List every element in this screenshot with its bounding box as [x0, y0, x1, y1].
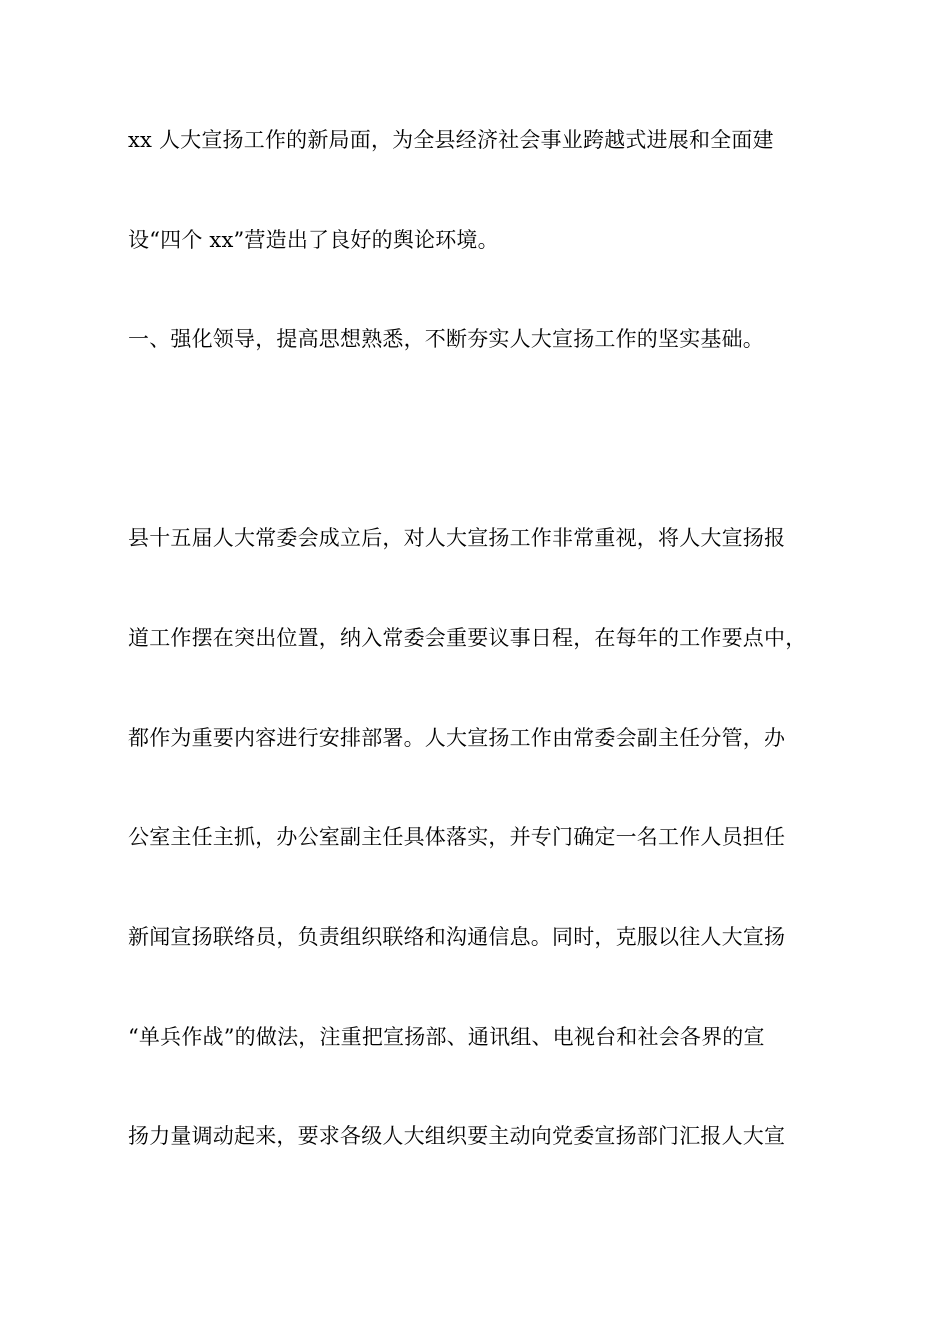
paragraph-line: 公室主任主抓，办公室副主任具体落实，并专门确定一名工作人员担任 — [128, 825, 786, 849]
section-heading: 一、强化领导，提高思想熟悉，不断夯实人大宣扬工作的坚实基础。 — [128, 327, 764, 351]
paragraph-line: “单兵作战”的做法，注重把宣扬部、通讯组、电视台和社会各界的宣 — [128, 1025, 765, 1049]
paragraph-line: 新闻宣扬联络员，负责组织联络和沟通信息。同时，克服以往人大宣扬 — [128, 925, 786, 949]
paragraph-line: 都作为重要内容进行安排部署。人大宣扬工作由常委会副主任分管，办 — [128, 726, 786, 750]
paragraph-line: 扬力量调动起来，要求各级人大组织要主动向党委宣扬部门汇报人大宣 — [128, 1124, 786, 1148]
paragraph-line: 设“四个 xx”营造出了良好的舆论环境。 — [128, 228, 499, 252]
paragraph-line: 县十五届人大常委会成立后，对人大宣扬工作非常重视，将人大宣扬报 — [128, 526, 786, 550]
paragraph-line: xx 人大宣扬工作的新局面，为全县经济社会事业跨越式进展和全面建 — [128, 128, 774, 152]
paragraph-line: 道工作摆在突出位置，纳入常委会重要议事日程，在每年的工作要点中， — [128, 626, 807, 650]
